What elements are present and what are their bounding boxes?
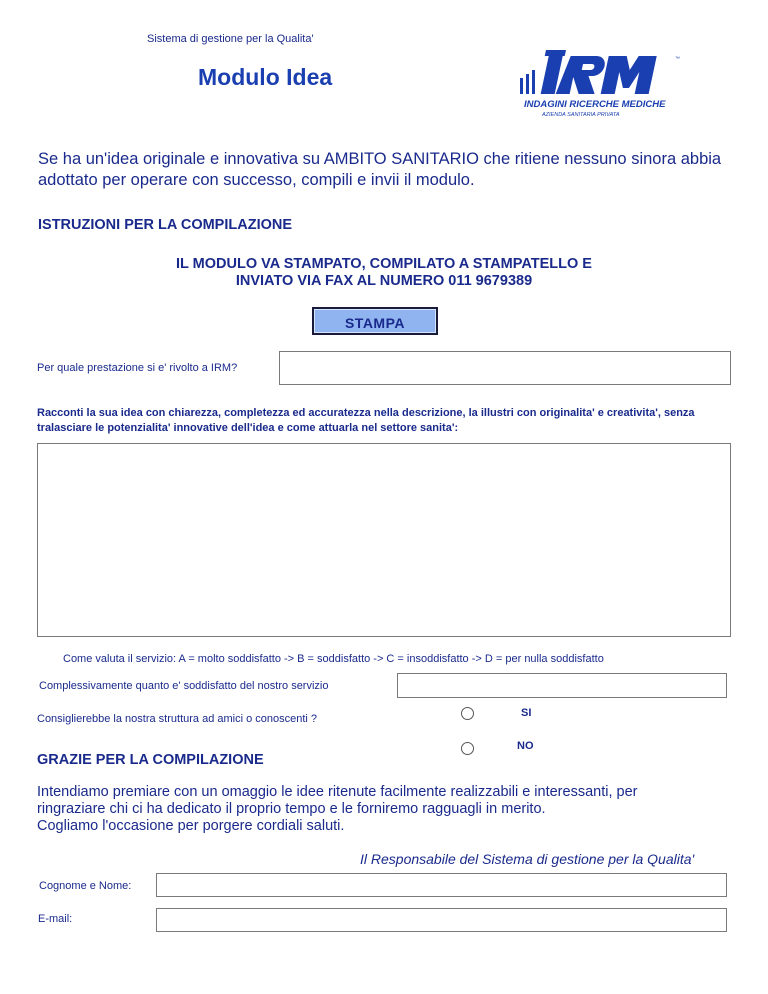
print-button[interactable]: STAMPA xyxy=(312,307,438,335)
logo-name: INDAGINI RICERCHE MEDICHE xyxy=(524,99,666,110)
reward-line1: Intendiamo premiare con un omaggio le idee ritenute facilmente realizzabili e interessanti, per xyxy=(37,784,638,800)
idea-label: Racconti la sua idea con chiarezza, completezza ed accuratezza nella descrizione, la illustri con originalita' e creativita', senza tralasciare le potenzialita' innovative dell'idea e come attuarla nel settore sanita': xyxy=(37,407,695,434)
logo-subtitle: AZIENDA SANITARIA PRIVATA xyxy=(542,112,620,118)
print-notice-line1: IL MODULO VA STAMPATO, COMPILATO A STAMPATELLO E xyxy=(176,256,592,272)
instructions-heading: ISTRUZIONI PER LA COMPILAZIONE xyxy=(38,217,293,233)
radio-si[interactable] xyxy=(461,707,474,720)
form-title: Modulo Idea xyxy=(198,64,333,90)
radio-no-label: NO xyxy=(517,740,534,752)
name-label: Cognome e Nome: xyxy=(39,880,132,892)
radio-si-label: SI xyxy=(521,707,532,719)
reward-line3: Cogliamo l'occasione per porgere cordiali saluti. xyxy=(37,818,345,834)
reward-line2: ringraziare chi ci ha dedicato il proprio tempo e le forniremo ragguagli in merito. xyxy=(37,801,546,817)
satisfaction-input[interactable] xyxy=(397,673,727,698)
intro-text: Se ha un'idea originale e innovativa su AMBITO SANITARIO che ritiene nessuno sinora abbia adottato per operare con successo, compili e invii il modulo. xyxy=(38,150,722,189)
print-notice-line2: INVIATO VIA FAX AL NUMERO 011 9679389 xyxy=(235,273,533,289)
svg-text:™: ™ xyxy=(675,56,680,62)
email-input[interactable] xyxy=(156,908,727,932)
idea-textarea[interactable] xyxy=(37,443,731,637)
radio-no[interactable] xyxy=(461,742,474,755)
signature-responsabile: Il Responsabile del Sistema di gestione per la Qualita' xyxy=(360,851,695,867)
rating-scale-text: Come valuta il servizio: A = molto soddisfatto -> B = soddisfatto -> C = insoddisfatto -> D = per nulla soddisfatto xyxy=(63,653,604,665)
thanks-heading: GRAZIE PER LA COMPILAZIONE xyxy=(37,752,264,768)
prestazione-input[interactable] xyxy=(279,351,731,385)
print-notice xyxy=(0,256,768,290)
name-input[interactable] xyxy=(156,873,727,897)
prestazione-label: Per quale prestazione si e' rivolto a IRM? xyxy=(37,362,238,374)
reward-text xyxy=(37,784,757,835)
system-title: Sistema di gestione per la Qualita' xyxy=(147,33,314,45)
irm-logo-mark xyxy=(520,50,682,120)
irm-logo xyxy=(520,50,682,120)
recommend-label: Consiglierebbe la nostra struttura ad amici o conoscenti ? xyxy=(37,713,318,725)
email-label: E-mail: xyxy=(38,913,73,925)
satisfaction-label: Complessivamente quanto e' soddisfatto del nostro servizio xyxy=(39,680,329,692)
